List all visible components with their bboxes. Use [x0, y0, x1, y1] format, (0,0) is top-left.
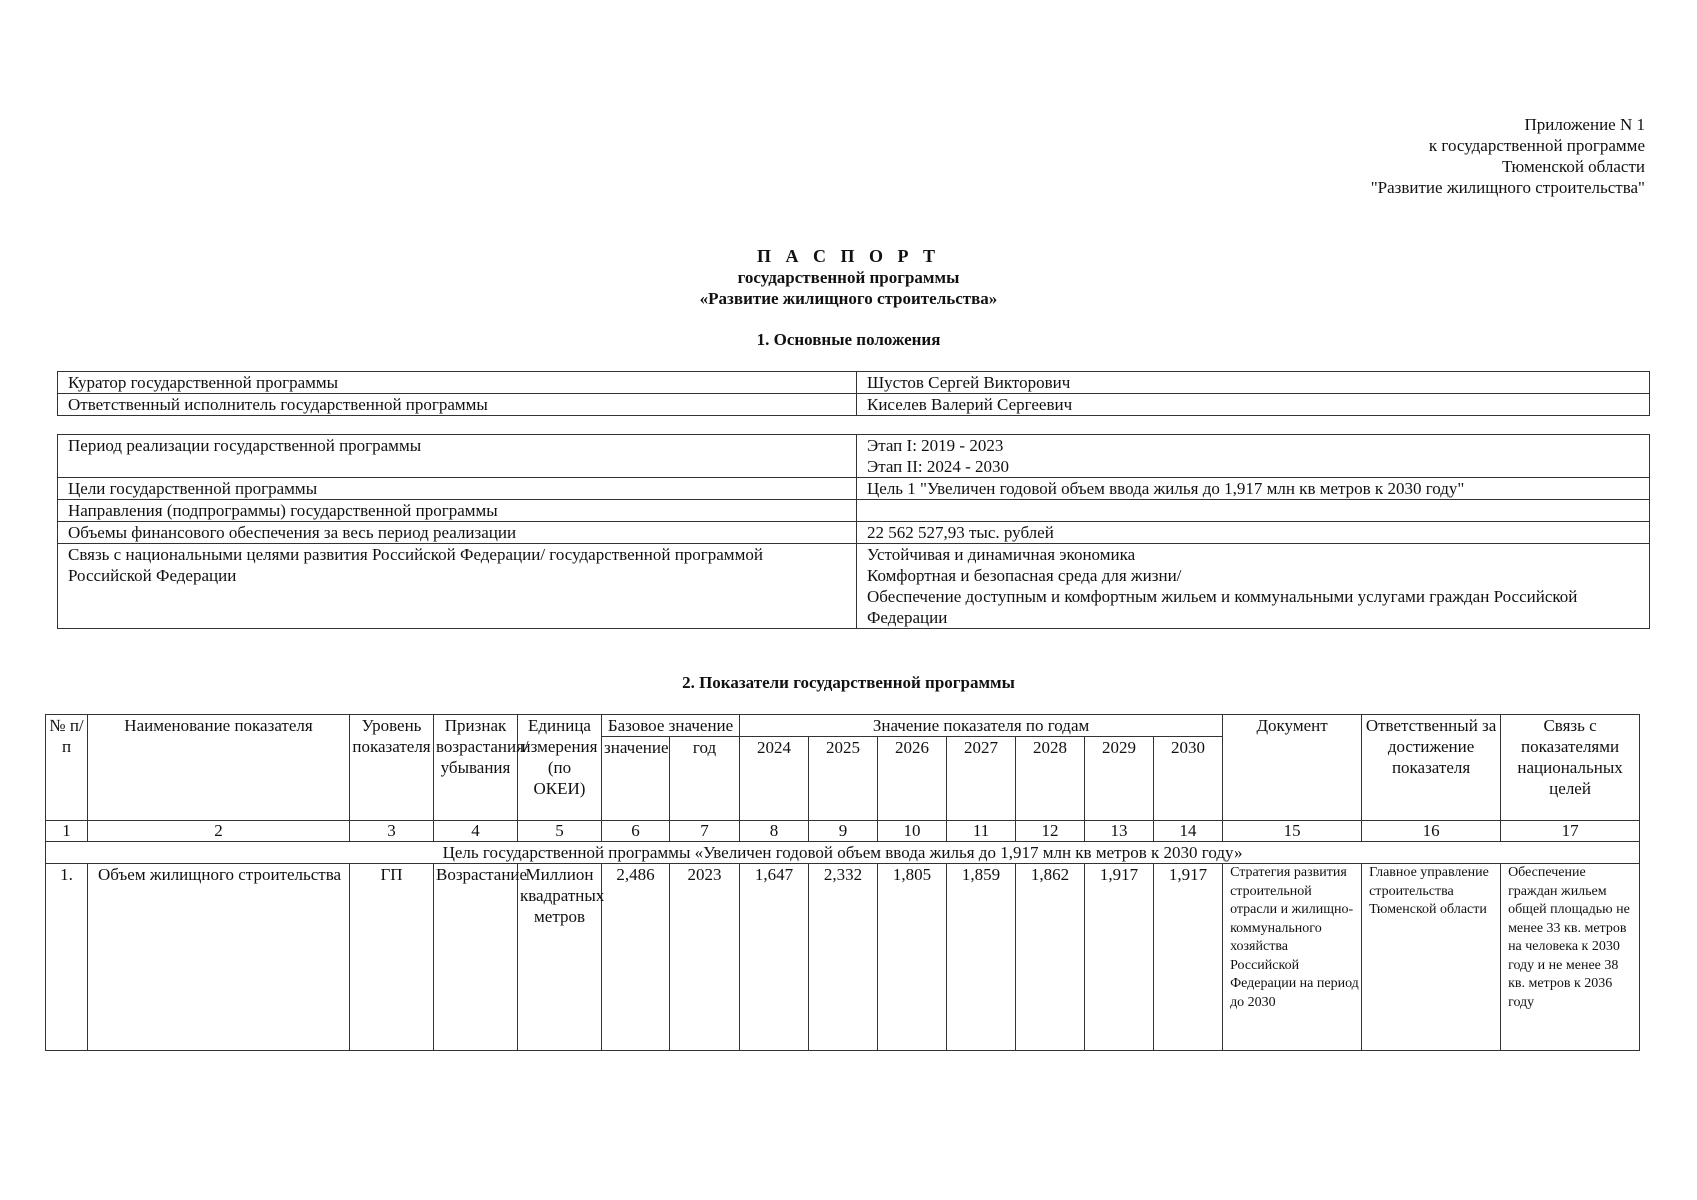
row-value [857, 435, 1650, 478]
column-number: 7 [670, 821, 740, 842]
passport-heading: П А С П О Р Т [756, 246, 940, 266]
appendix-line: Приложение N 1 [1524, 115, 1645, 134]
header-name: Наименование показателя [88, 715, 350, 821]
cell-sign: Возрастание [434, 864, 518, 1051]
column-number: 3 [350, 821, 434, 842]
main-provisions-table-1 [57, 371, 1650, 416]
header-base: Базовое значение [602, 715, 740, 737]
header-year: 2025 [809, 737, 878, 821]
header-unit: Единица измерения (по ОКЕИ) [518, 715, 602, 821]
column-number: 15 [1223, 821, 1362, 842]
cell-year-value: 1,859 [947, 864, 1016, 1051]
title-line: государственной программы [737, 268, 960, 287]
column-number: 11 [947, 821, 1016, 842]
column-number: 16 [1362, 821, 1501, 842]
cell-year-value: 1,917 [1154, 864, 1223, 1051]
table-row [46, 864, 1640, 1051]
appendix-line: к государственной программе [1428, 136, 1645, 155]
row-label: Ответственный исполнитель государственной программы [58, 394, 857, 416]
column-number: 6 [602, 821, 670, 842]
column-number: 1 [46, 821, 88, 842]
link-line: Устойчивая и динамичная экономика [867, 545, 1136, 564]
header-level: Уровень показателя [350, 715, 434, 821]
header-responsible: Ответственный за достижение показателя [1362, 715, 1501, 821]
table-row [58, 500, 1650, 522]
column-number: 12 [1016, 821, 1085, 842]
header-num: № п/п [46, 715, 88, 821]
header-year: 2027 [947, 737, 1016, 821]
cell-num: 1. [46, 864, 88, 1051]
cell-base-year: 2023 [670, 864, 740, 1051]
column-number: 10 [878, 821, 947, 842]
cell-year-value: 1,862 [1016, 864, 1085, 1051]
cell-name: Объем жилищного строительства [88, 864, 350, 1051]
column-number: 14 [1154, 821, 1223, 842]
appendix-line: Тюменской области [1501, 157, 1645, 176]
section2-title: 2. Показатели государственной программы [682, 673, 1015, 692]
link-line: Комфортная и безопасная среда для жизни/ [867, 566, 1182, 585]
column-number: 4 [434, 821, 518, 842]
column-number: 9 [809, 821, 878, 842]
row-label: Куратор государственной программы [58, 372, 857, 394]
cell-year-value: 2,332 [809, 864, 878, 1051]
column-number: 5 [518, 821, 602, 842]
row-value [857, 544, 1650, 629]
header-year: 2026 [878, 737, 947, 821]
appendix-line: "Развитие жилищного строительства" [1370, 178, 1645, 197]
goal-row [46, 842, 1640, 864]
header-base-value: значение [602, 737, 670, 821]
header-sign: Признак возрастания/ убывания [434, 715, 518, 821]
section1-title: 1. Основные положения [756, 330, 941, 349]
table-row [58, 544, 1650, 629]
header-year: 2024 [740, 737, 809, 821]
row-label: Цели государственной программы [58, 478, 857, 500]
cell-year-value: 1,805 [878, 864, 947, 1051]
row-label: Период реализации государственной программы [58, 435, 857, 478]
row-value: Киселев Валерий Сергеевич [857, 394, 1650, 416]
cell-link: Обеспечение граждан жильем общей площадью не менее 33 кв. метров на человека к 2030 году и не менее 38 кв. метров к 2036 году [1501, 864, 1640, 1051]
table-row [58, 478, 1650, 500]
document-title [0, 246, 1697, 309]
column-number: 2 [88, 821, 350, 842]
title-line: «Развитие жилищного строительства» [699, 289, 998, 308]
header-link: Связь с показателями национальных целей [1501, 715, 1640, 821]
row-value: Цель 1 "Увеличен годовой объем ввода жилья до 1,917 млн кв метров к 2030 году" [857, 478, 1650, 500]
header-document: Документ [1223, 715, 1362, 821]
row-label: Направления (подпрограммы) государственной программы [58, 500, 857, 522]
row-value [857, 500, 1650, 522]
cell-year-value: 1,917 [1085, 864, 1154, 1051]
header-by-years: Значение показателя по годам [740, 715, 1223, 737]
table-row [58, 394, 1650, 416]
period-stage: Этап I: 2019 - 2023 [867, 436, 1004, 455]
indicators-table [45, 714, 1640, 1051]
header-year: 2030 [1154, 737, 1223, 821]
header-row [46, 715, 1640, 737]
appendix-note [1371, 114, 1645, 198]
period-stage: Этап II: 2024 - 2030 [867, 457, 1009, 476]
table-row [58, 435, 1650, 478]
cell-unit: Миллион квадратных метров [518, 864, 602, 1051]
row-value: Шустов Сергей Викторович [857, 372, 1650, 394]
main-provisions-table-2 [57, 434, 1650, 629]
goal-text: Цель государственной программы «Увеличен годовой объем ввода жилья до 1,917 млн кв метров к 2030 году» [46, 842, 1640, 864]
column-number-row [46, 821, 1640, 842]
column-number: 17 [1501, 821, 1640, 842]
row-label: Объемы финансового обеспечения за весь период реализации [58, 522, 857, 544]
cell-base-value: 2,486 [602, 864, 670, 1051]
cell-level: ГП [350, 864, 434, 1051]
cell-responsible: Главное управление строительства Тюменской области [1362, 864, 1501, 1051]
header-base-year: год [670, 737, 740, 821]
row-value: 22 562 527,93 тыс. рублей [857, 522, 1650, 544]
table-row [58, 372, 1650, 394]
link-line: Обеспечение доступным и комфортным жильем и коммунальными услугами граждан Российской Федерации [867, 587, 1578, 627]
table-row [58, 522, 1650, 544]
row-label: Связь с национальными целями развития Российской Федерации/ государственной программой Российской Федерации [58, 544, 857, 629]
column-number: 13 [1085, 821, 1154, 842]
header-year: 2029 [1085, 737, 1154, 821]
column-number: 8 [740, 821, 809, 842]
cell-document: Стратегия развития строительной отрасли и жилищно-коммунального хозяйства Российской Федерации на период до 2030 [1223, 864, 1362, 1051]
cell-year-value: 1,647 [740, 864, 809, 1051]
header-year: 2028 [1016, 737, 1085, 821]
